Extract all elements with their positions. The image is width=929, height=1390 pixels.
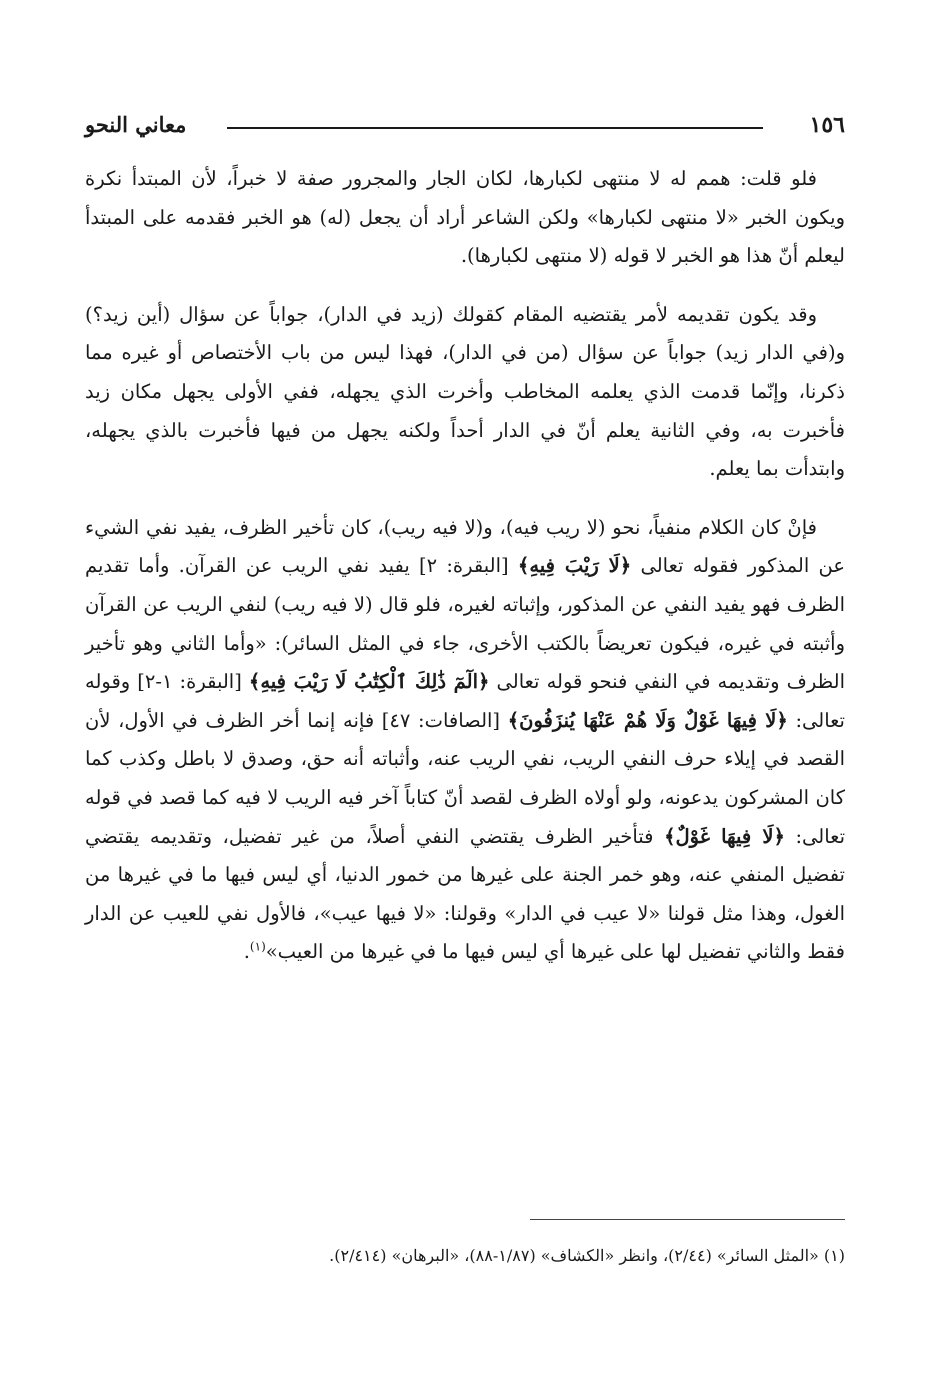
paragraph-text: فلو قلت: همم له لا منتهى لكبارها، لكان الجار والمجرور صفة لا خبراً، لأن المبتدأ نكرة ويكون الخبر «لا منتهى لكبارها» ولكن الشاعر أراد أن يجعل (له) هو الخبر فقدمه على المبتدأ ليعلم أنّ هذا هو الخبر لا قوله (لا منتهى لكبارها). <box>85 167 845 268</box>
page-number: ١٥٦ <box>809 112 845 138</box>
page-header <box>85 112 845 142</box>
quran-verse: ﴿لَا فِيهَا غَوْلٌ وَلَا هُمْ عَنْهَا يُنزَفُونَ﴾ <box>507 708 788 732</box>
paragraph-text: . <box>243 940 250 964</box>
paragraph-2 <box>85 296 845 489</box>
footnote-text: (١) «المثل السائر» (٢/٤٤)، وانظر «الكشاف» (١/٨٧-٨٨)، «البرهان» (٢/٤١٤). <box>329 1246 845 1265</box>
paragraph-text: [البقرة: ١-٢] وقوله تعالى: <box>85 670 845 732</box>
paragraph-1 <box>85 160 845 276</box>
paragraph-text: [البقرة: ٢] يفيد نفي الريب عن القرآن. وأما تقديم الظرف فهو يفيد النفي عن المذكور، وإثباته لغيره، فلو قال (لا فيه ريب) لنفي الريب عن القرآن وأثبته في غيره، فيكون تعريضاً بالكتب الأخرى، جاء في المثل السائر): «وأما الثاني وهو تأخير الظرف وتقديمه في النفي فنحو قوله تعالى <box>85 554 845 694</box>
body-text <box>85 160 845 972</box>
footnote <box>85 1243 845 1269</box>
paragraph-text: فإنْ كان الكلام منفياً، نحو (لا ريب فيه)، و(لا فيه ريب)، كان تأخير الظرف، يفيد نفي الشيء عن المذكور فقوله تعالى <box>85 515 845 578</box>
header-rule <box>227 127 763 129</box>
paragraph-3 <box>85 509 845 972</box>
paragraph-text: وقد يكون تقديمه لأمر يقتضيه المقام كقولك (زيد في الدار)، جواباً عن سؤال (أين زيد؟) و(في الدار زيد) جواباً عن سؤال (من في الدار)، فهذا ليس من باب الأختصاص أو غيره مما ذكرنا، وإنّما قدمت الذي يعلمه المخاطب وأخرت الذي يجهله، ففي الأولى يجهل مكان زيد فأخبرت به، وفي الثانية يعلم أنّ في الدار أحداً ولكنه يجهل من فيها فأخبرت بالذي يجهله، وابتدأت بما يعلم. <box>85 302 845 481</box>
running-title: معاني النحو <box>85 112 187 137</box>
quran-verse: ﴿لَا رَيْبَ فِيهِ﴾ <box>517 554 632 578</box>
paragraph-text: فتأخير الظرف يقتضي النفي أصلاً، من غير تفضيل، وتقديمه يقتضي تفضيل المنفي عنه، وهو خمر الجنة على غيرها من خمور الدنيا، أي ليس فيها ما في غيرها من الغول، وهذا مثل قولنا «لا عيب في الدار» وقولنا: «لا فيها عيب»، فالأول نفي للعيب عن الدار فقط والثاني تفضيل لها على غيرها أي ليس فيها ما في غيرها من العيب» <box>85 824 845 964</box>
footnote-rule <box>530 1219 845 1220</box>
quran-verse: ﴿الٓمٓ ذَٰلِكَ ٱلْكِتَٰبُ لَا رَيْبَ فِيهِ﴾ <box>248 670 490 694</box>
paragraph-text: [الصافات: ٤٧] فإنه إنما أخر الظرف في الأول، لأن القصد في إيلاء حرف النفي الريب، نفي الريب عنه، وأثباته أنه حق، وصدق لا باطل وكذب كما كان المشركون يدعونه، ولو أولاه الظرف لقصد أنّ كتاباً آخر فيه الريب لا فيه كما قصد في قوله تعالى: <box>85 708 846 848</box>
footnote-reference[interactable]: (١) <box>249 939 266 954</box>
quran-verse: ﴿لَا فِيهَا غَوْلٌ﴾ <box>664 824 785 848</box>
